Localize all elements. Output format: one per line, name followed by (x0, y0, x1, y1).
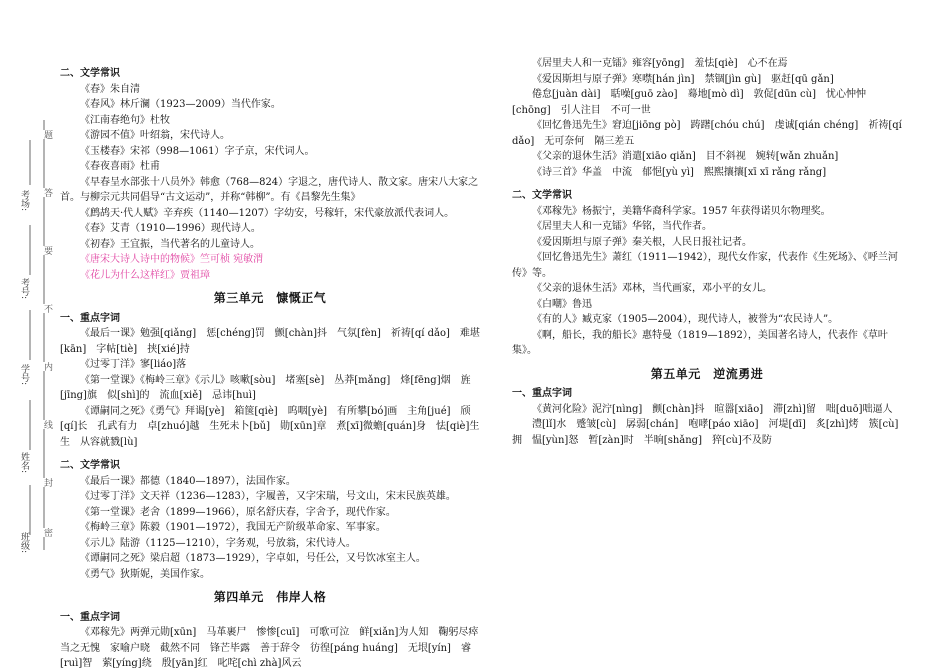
label-exam-room: 考场: (19, 190, 29, 212)
right-column (512, 56, 902, 448)
cutline-char: 要 (42, 246, 52, 255)
lit-entry: 《过零丁洋》文天祥（1236—1283），字履善，又字宋瑞，号文山，宋末民族英雄。 (80, 491, 456, 502)
lit-entry: 《父亲的退休生活》邓林，当代画家，邓小平的女儿。 (532, 283, 772, 294)
unit-title: 第五单元 逆流勇进 (650, 366, 764, 381)
lit-entry: 《鹧鸪天·代人赋》辛弃疾（1140—1207）字幼安，号稼轩，宋代豪放派代表词人。 (80, 207, 455, 219)
lit-entry: 《早春呈水部张十八员外》韩愈（768—824）字退之，唐代诗人、散文家。唐宋八大家之首。与柳宗元共同倡导“古文运动”，并称“韩柳”。有《昌黎先生集》 (60, 176, 479, 203)
lit-entry: 《初春》王宜振，当代著名的儿童诗人。 (80, 238, 260, 250)
lit-entry: 《春夜喜雨》杜甫 (80, 161, 160, 172)
section-heading: 一、重点字词 (60, 611, 120, 623)
cutline-char: 答 (42, 188, 52, 197)
lit-entry: 《梅岭三章》陈毅（1901—1972），我国无产阶级革命家、军事家。 (80, 522, 386, 533)
section-heading: 一、重点字词 (512, 388, 572, 399)
vocab-entry: 《黄河化险》泥泞[nìng] 颤[chàn]抖 暄嚣[xiāo] 滞[zhì]留 咄[duō]咄逼人 (532, 403, 893, 415)
vocab-entry: 澧[lǐ]水 蹙皱[cù] 孱弱[chán] 咆哮[páo xiāo] 河堤[dī] 炙[zhì]烤 簇[cù]拥 愠[yùn]怒 暂[zàn]时 半晌[shǎng] 猝[cù]不及防 (512, 419, 899, 446)
cutline-char: 密 (42, 528, 52, 537)
lit-entry: 《邓稼先》杨振宁，美籍华裔科学家。1957 年获得诺贝尔物理奖。 (532, 205, 831, 217)
label-exam-number: 考号: (19, 278, 29, 300)
label-name: 姓名: (19, 452, 29, 474)
label-student-number: 学号: (19, 364, 29, 386)
cutline-char: 内 (42, 362, 52, 371)
vocab-entry: 《诗三首》华盖 中流 郁悒[yù yì] 熙熙攘攘[xī xī rǎng rǎng] (532, 166, 827, 178)
cutline-char: 线 (42, 420, 52, 429)
vocab-entry: 《回忆鲁迅先生》窘迫[jiōng pò] 踌躇[chóu chú] 虔诚[qián chéng] 祈祷[qí dǎo] 无可奈何 隔三差五 (512, 120, 902, 147)
section-heading: 一、重点字词 (60, 312, 120, 324)
lit-entry: 《春风》林斤澜（1923—2009）当代作家。 (80, 99, 281, 110)
lit-entry: 《居里夫人和一克镭》华铭，当代作者。 (532, 221, 712, 232)
vocab-entry: 《第一堂课》《梅岭三章》《示儿》咳嗽[sòu] 堵塞[sè] 丛莽[mǎng] 烽[fēng]烟 旌[jīng]旗 似[shì]的 流血[xiě] 忌讳[huì] (60, 374, 471, 401)
binding-lines (0, 110, 56, 560)
unit-title: 第三单元 慷慨正气 (213, 291, 327, 305)
lit-entry: 《回忆鲁迅先生》萧红（1911—1942），现代女作家，代表作《生死场》、《呼兰河传》等。 (512, 252, 898, 279)
lit-entry: 《白嘲》鲁迅 (532, 298, 592, 310)
lit-entry: 《春》艾青（1910—1996）现代诗人。 (80, 223, 261, 234)
label-class: 班级: (19, 532, 29, 554)
vocab-entry: 《过零丁洋》寥[liáo]落 (80, 359, 187, 370)
lit-entry-highlight: 《唐宋大诗人诗中的物候》竺可桢 宛敏渭 (80, 254, 264, 265)
section-heading: 二、文学常识 (60, 68, 120, 79)
cutline-char: 封 (42, 478, 52, 487)
left-column (60, 66, 489, 672)
lit-entry: 《游园不值》叶绍翁，宋代诗人。 (80, 130, 230, 141)
lit-entry: 《勇气》狄斯妮，美国作家。 (80, 568, 210, 580)
unit-title: 第四单元 伟岸人格 (213, 590, 327, 604)
section-heading: 二、文学常识 (512, 190, 572, 201)
lit-entry: 《谭嗣同之死》梁启超（1873—1929），字卓如，号任公，又号饮冰室主人。 (80, 553, 426, 564)
lit-entry: 《第一堂课》老舍（1899—1966），原名舒庆春，字舍予，现代作家。 (80, 506, 396, 518)
section-heading: 二、文学常识 (60, 460, 120, 471)
lit-entry: 《最后一课》都德（1840—1897），法国作家。 (80, 475, 296, 487)
cutline-char: 题 (42, 130, 52, 139)
vocab-entry: 《爱因斯坦与原子弹》寒噤[hán jìn] 禁锢[jìn gù] 驱赶[qū gǎn] (532, 73, 834, 85)
lit-entry: 《江南春绝句》杜牧 (80, 114, 170, 126)
vocab-entry: 倦怠[juàn dài] 聒噪[guō zào] 蓦地[mò dì] 敦促[dūn cù] 忧心忡忡[chōng] 引人注目 不可一世 (512, 89, 866, 116)
lit-entry-highlight: 《花儿为什么这样红》贾祖璋 (80, 269, 210, 281)
lit-entry: 《示儿》陆游（1125—1210），字务观，号放翁，宋代诗人。 (80, 537, 356, 549)
vocab-entry: 《邓稼先》两弹元勋[xūn] 马革裹尸 惨惨[cuī] 可歌可泣 鲜[xiǎn]为人知 鞠躬尽瘁 当之无愧 家喻户晓 截然不同 锋芒毕露 善于辞令 彷徨[páng huáng] 无垠[yín] 睿[ruì]智 萦[yíng]绕 殷[yān]红 叱咤[chì zhà]风云 (60, 627, 489, 669)
vocab-entry: 《居里夫人和一克镭》雍容[yōng] 羞怯[qiè] 心不在焉 (532, 58, 788, 69)
vocab-entry: 《谭嗣同之死》《勇气》拜谒[yè] 箱箧[qiè] 呜咽[yè] 有所攀[bó]画 主角[jué] 颀[qí]长 孔武有力 卓[zhuó]越 生死未卜[bǔ] 勋[xūn]章 煮[xī]微蟾[quán]身 怯[qiè]生生 从容就戮[lù] (60, 405, 480, 448)
lit-entry: 《爱因斯坦与原子弹》秦关根，人民日报社记者。 (532, 236, 752, 248)
lit-entry: 《啊，船长，我的船长》惠特曼（1819—1892），美国著名诗人，代表作《草叶集》。 (512, 329, 888, 356)
vocab-entry: 《最后一课》勉强[qiǎng] 惩[chéng]罚 颤[chàn]抖 气氛[fèn] 祈祷[qí dǎo] 难堪[kān] 字帖[tiè] 挟[xié]持 (60, 328, 480, 355)
lit-entry: 《春》朱自清 (80, 83, 140, 95)
lit-entry: 《玉楼春》宋祁（998—1061）字子京，宋代词人。 (80, 145, 315, 157)
vocab-entry: 《父亲的退休生活》消遣[xiāo qiǎn] 目不斜视 婉转[wǎn zhuǎn] (532, 151, 839, 162)
cutline-char: 不 (42, 304, 52, 313)
binding-strip (0, 110, 56, 560)
lit-entry: 《有的人》臧克家（1905—2004），现代诗人，被誉为“农民诗人”。 (532, 314, 839, 325)
